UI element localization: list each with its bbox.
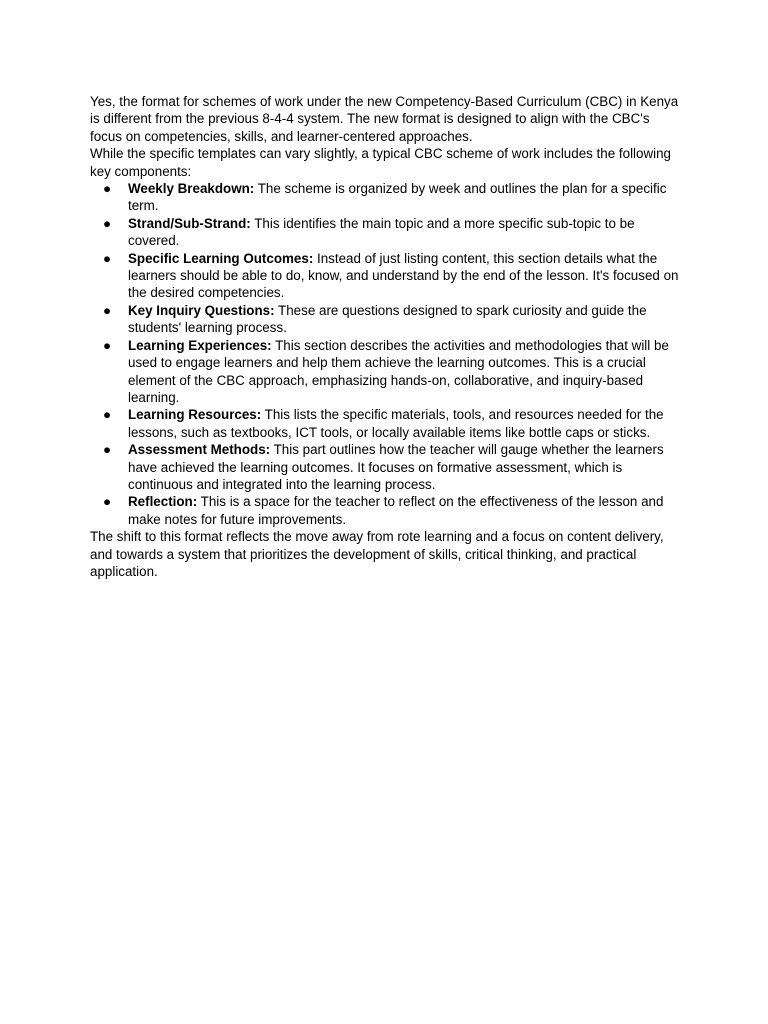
- item-description: This identifies the main topic and a more specific sub-topic to be covered.: [128, 215, 635, 249]
- bullet-icon: ●: [103, 181, 112, 197]
- bullet-icon: ●: [103, 215, 112, 231]
- item-description: The scheme is organized by week and outlines the plan for a specific term.: [128, 181, 667, 214]
- item-term: Key Inquiry Questions:: [128, 302, 275, 318]
- item-term: Reflection:: [128, 494, 198, 510]
- list-item-key-inquiry-questions: [90, 302, 685, 337]
- closing-paragraph: The shift to this format reflects the move away from rote learning and a focus on content delivery, and towards a system that prioritizes the development of skills, critical thinking, and practical application.: [90, 529, 664, 579]
- components-list: [90, 180, 685, 528]
- lead-in-paragraph: While the specific templates can vary slightly, a typical CBC scheme of work includes the following key components:: [90, 146, 672, 179]
- bullet-icon: ●: [103, 250, 112, 266]
- list-item-specific-learning-outcomes: [90, 250, 685, 302]
- bullet-icon: ●: [103, 337, 112, 353]
- item-description: This lists the specific materials, tools, and resources needed for the lessons, such as textbooks, ICT tools, or locally available items like bottle caps or sticks.: [128, 407, 664, 440]
- document-body: [90, 93, 685, 580]
- item-term: Assessment Methods:: [128, 442, 271, 458]
- list-item-learning-experiences: [90, 337, 685, 407]
- bullet-icon: ●: [103, 302, 112, 318]
- item-description: This part outlines how the teacher will gauge whether the learners have achieved the learning outcomes. It focuses on formative assessment, which is continuous and integrated into the learning process.: [128, 442, 664, 492]
- item-term: Learning Experiences:: [128, 337, 272, 353]
- list-item-reflection: [90, 493, 685, 528]
- item-description: This section describes the activities and methodologies that will be used to engage learners and help them achieve the learning outcomes. This is a crucial element of the CBC approach, emphasizing hands-on, collaborative, and inquiry-based learning.: [128, 337, 669, 405]
- item-term: Strand/Sub-Strand:: [128, 215, 251, 231]
- item-description: This is a space for the teacher to reflect on the effectiveness of the lesson and make notes for future improvements.: [128, 494, 664, 527]
- item-term: Weekly Breakdown:: [128, 181, 255, 197]
- intro-paragraph: Yes, the format for schemes of work under the new Competency-Based Curriculum (CBC) in Kenya is different from the previous 8-4-4 system. The new format is designed to align with the CBC's focus on competencies, skills, and learner-centered approaches.: [90, 94, 679, 144]
- item-term: Specific Learning Outcomes:: [128, 250, 314, 266]
- item-term: Learning Resources:: [128, 407, 262, 423]
- item-description: Instead of just listing content, this section details what the learners should be able to do, know, and understand by the end of the lesson. It's focused on the desired competencies.: [128, 250, 679, 301]
- list-item-learning-resources: [90, 406, 685, 441]
- list-item-strand-sub-strand: [90, 215, 685, 250]
- list-item-assessment-methods: [90, 441, 685, 493]
- list-item-weekly-breakdown: [90, 180, 685, 215]
- bullet-icon: ●: [103, 494, 112, 510]
- bullet-icon: ●: [103, 407, 112, 423]
- bullet-icon: ●: [103, 442, 112, 458]
- item-description: These are questions designed to spark curiosity and guide the students' learning process.: [128, 302, 647, 336]
